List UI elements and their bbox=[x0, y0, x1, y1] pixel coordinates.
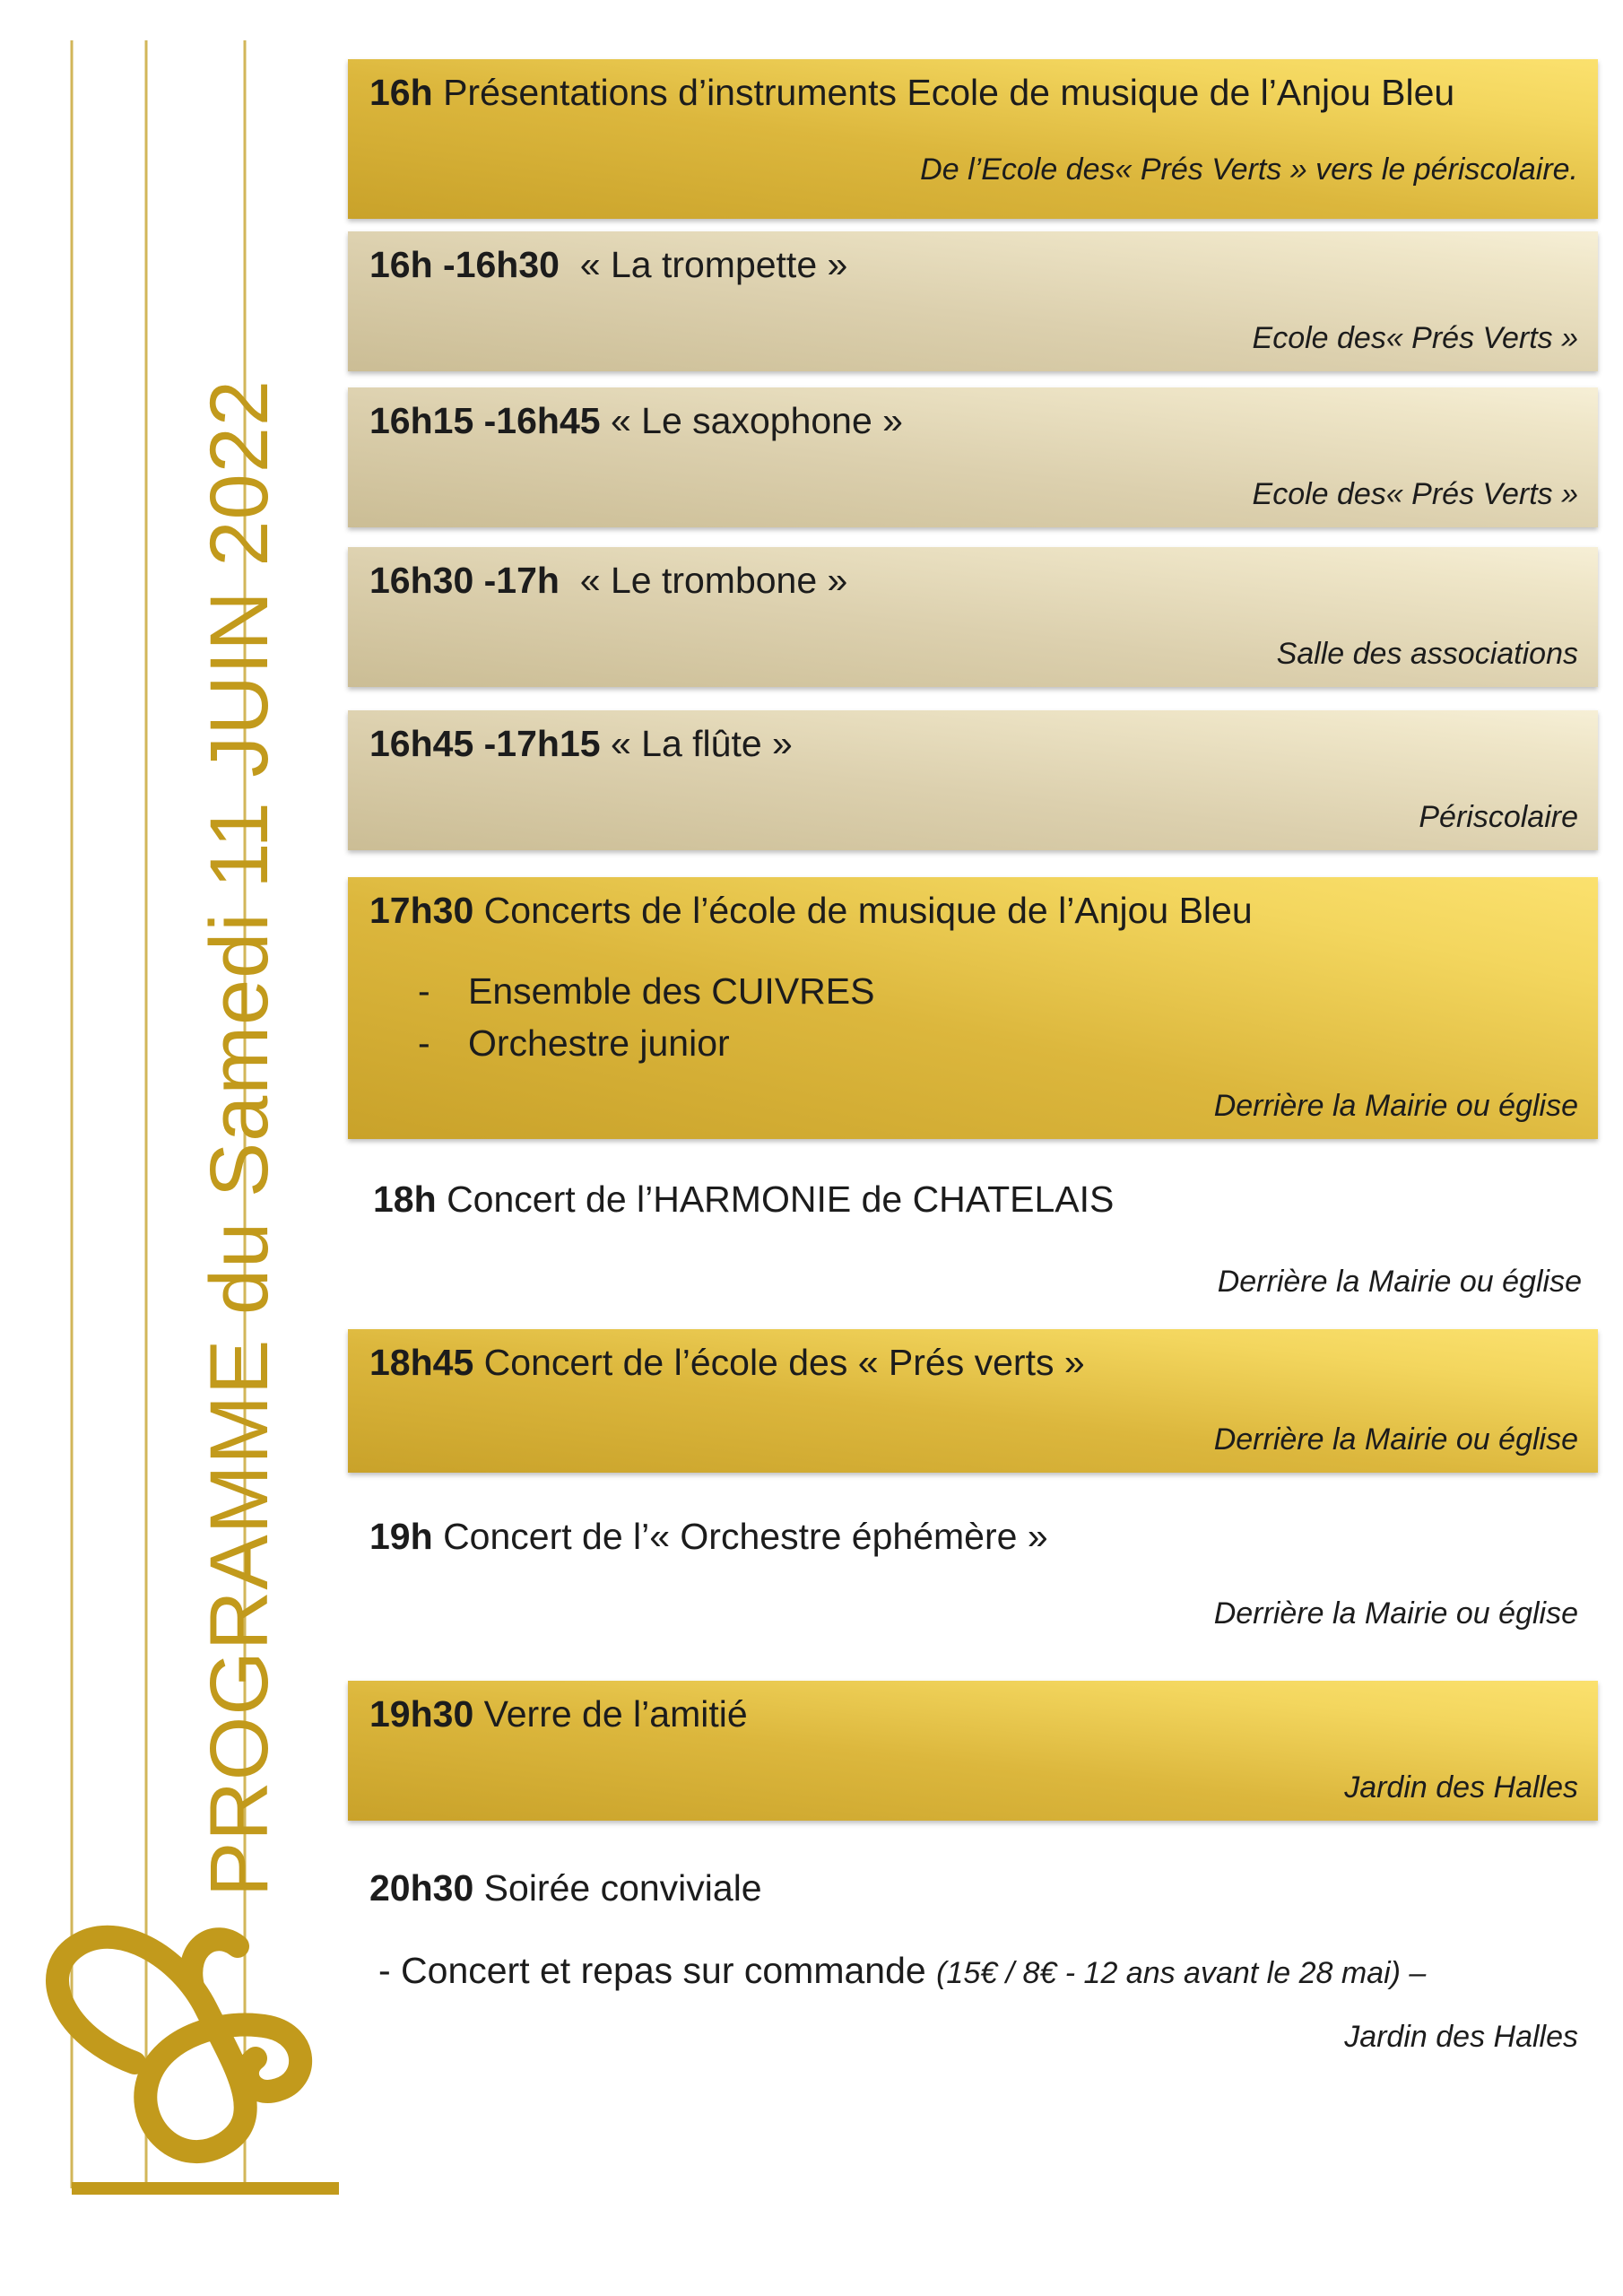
event-block bbox=[348, 1166, 1598, 1309]
event-title: Concerts de l’école de musique de l’Anjou Bleu bbox=[483, 890, 1253, 931]
event-location: Périscolaire bbox=[1419, 800, 1578, 834]
event-location: Jardin des Halles bbox=[1344, 1770, 1578, 1805]
event-time: 19h30 bbox=[369, 1693, 474, 1735]
event-location: De l’Ecole des« Prés Verts » vers le périscolaire. bbox=[920, 152, 1578, 187]
event-location: Jardin des Halles bbox=[1344, 2020, 1578, 2054]
list-item: - Orchestre junior bbox=[418, 1022, 730, 1064]
event-title: Présentations d’instruments Ecole de musique de l’Anjou Bleu bbox=[443, 72, 1455, 113]
list-item: - Ensemble des CUIVRES bbox=[418, 970, 875, 1012]
event-title: « La flûte » bbox=[610, 723, 793, 764]
event-time: 16h15 -16h45 bbox=[369, 400, 601, 441]
music-staff-decoration bbox=[0, 0, 359, 2296]
event-title: Concert de l’école des « Prés verts » bbox=[483, 1342, 1085, 1383]
vertical-page-title: PROGRAMME du Samedi 11 JUIN 2022 bbox=[194, 378, 285, 1897]
event-location: Derrière la Mairie ou église bbox=[1213, 1089, 1578, 1123]
event-location: Ecole des« Prés Verts » bbox=[1252, 477, 1578, 511]
event-title: « Le saxophone » bbox=[610, 400, 903, 441]
event-location: Salle des associations bbox=[1276, 637, 1578, 671]
event-program-list bbox=[418, 965, 874, 1069]
event-location: Derrière la Mairie ou église bbox=[1217, 1265, 1582, 1299]
price-detail: (15€ / 8€ - 12 ans avant le 28 mai) – bbox=[936, 1956, 1427, 1990]
event-time: 16h30 -17h bbox=[369, 560, 560, 601]
event-title: Concert de l’« Orchestre éphémère » bbox=[443, 1516, 1048, 1557]
event-time: 18h45 bbox=[369, 1342, 474, 1383]
event-title: « La trompette » bbox=[579, 244, 848, 285]
event-time: 18h bbox=[373, 1178, 437, 1220]
event-title: « Le trombone » bbox=[579, 560, 848, 601]
event-block bbox=[348, 387, 1598, 527]
event-location: Derrière la Mairie ou église bbox=[1213, 1422, 1578, 1457]
event-block bbox=[348, 231, 1598, 371]
event-time: 16h bbox=[369, 72, 433, 113]
event-title: Verre de l’amitié bbox=[483, 1693, 748, 1735]
event-block bbox=[348, 59, 1598, 219]
event-time: 19h bbox=[369, 1516, 433, 1557]
treble-clef-icon bbox=[57, 1937, 300, 2152]
event-block bbox=[348, 710, 1598, 850]
event-time: 20h30 bbox=[369, 1867, 474, 1909]
event-title: Concert de l’HARMONIE de CHATELAIS bbox=[447, 1178, 1115, 1220]
event-time: 17h30 bbox=[369, 890, 474, 931]
event-time: 16h45 -17h15 bbox=[369, 723, 601, 764]
event-block bbox=[348, 1503, 1598, 1647]
event-time: 16h -16h30 bbox=[369, 244, 560, 285]
event-block bbox=[348, 1329, 1598, 1473]
event-title: Soirée conviviale bbox=[483, 1867, 762, 1909]
event-block bbox=[348, 1855, 1598, 2070]
event-block bbox=[348, 877, 1598, 1139]
event-block bbox=[348, 547, 1598, 687]
event-location: Ecole des« Prés Verts » bbox=[1252, 321, 1578, 355]
event-subtitle: - Concert et repas sur commande (15€ / 8€ - 12 ans avant le 28 mai) – bbox=[378, 1950, 1427, 1991]
event-block bbox=[348, 1681, 1598, 1821]
event-location: Derrière la Mairie ou église bbox=[1213, 1596, 1578, 1631]
